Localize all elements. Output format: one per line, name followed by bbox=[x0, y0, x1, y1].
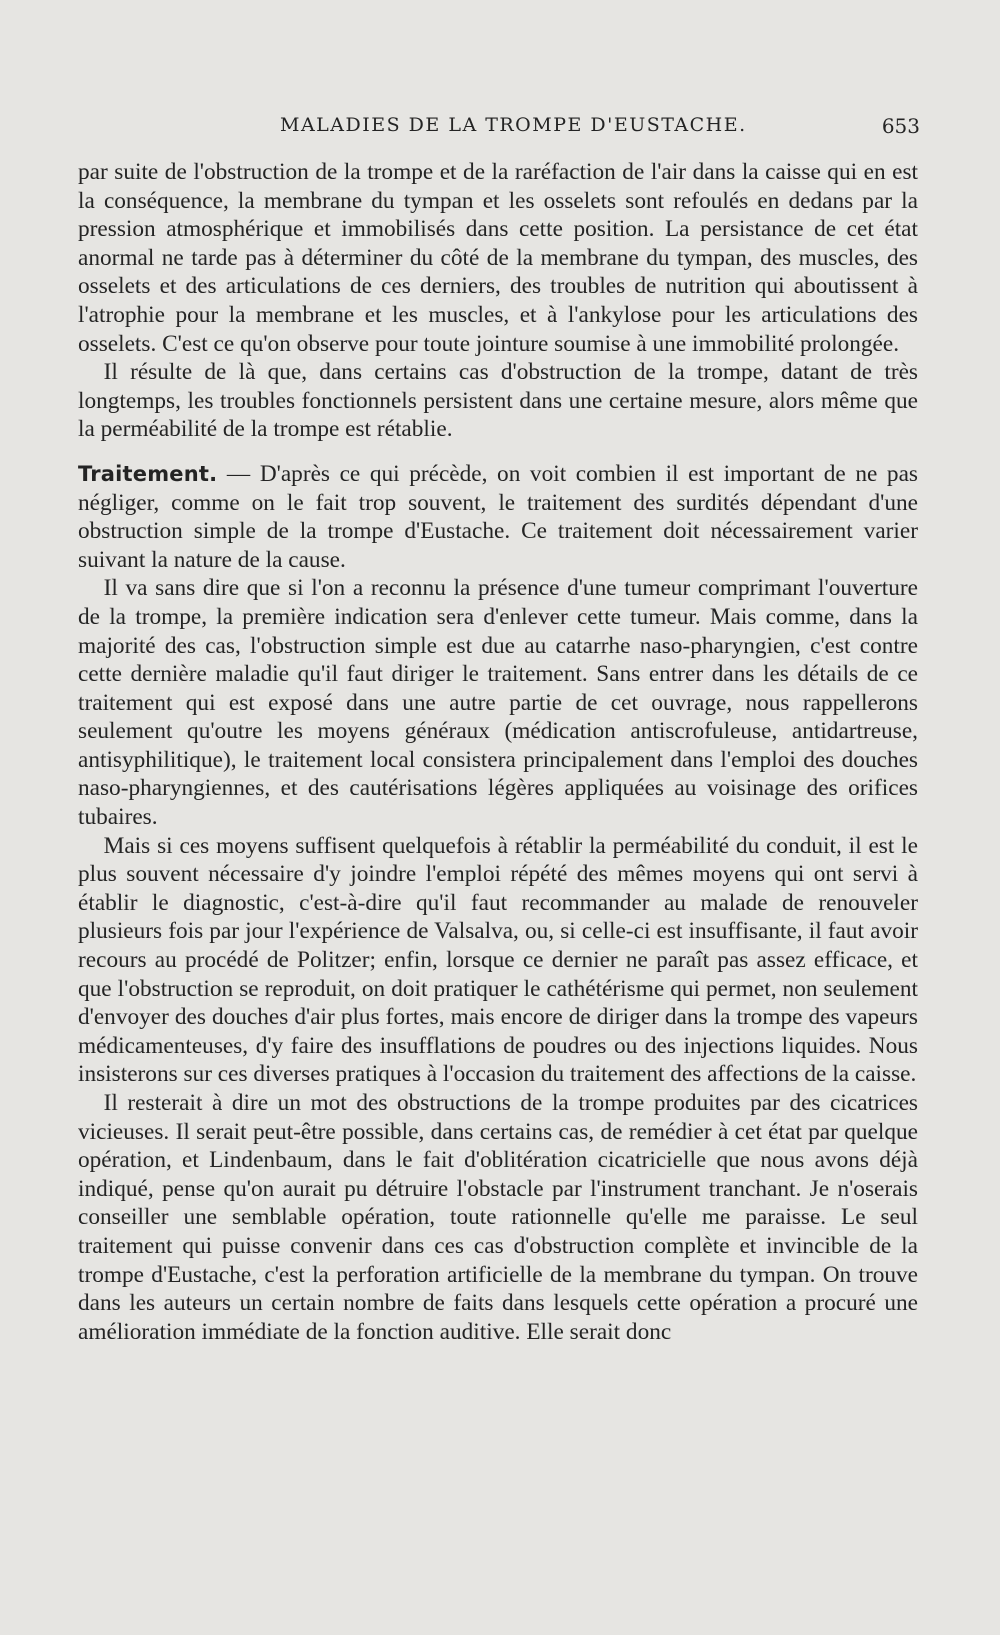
paragraph: Il va sans dire que si l'on a reconnu la présence d'une tumeur comprimant l'ouverture de la trompe, la première indication sera d'enlever cette tumeur. Mais comme, dans la majorité des cas, l'obstruction simple est due au catarrhe naso-pharyngien, c'est contre cette dernière maladie qu'il faut diriger le traitement. Sans entrer dans les détails de ce traitement qui est exposé dans une autre partie de cet ouvrage, nous rappellerons seulement qu'outre les moyens généraux (médication antiscrofuleuse, antidartreuse, antisyphilitique), le traitement local consistera principalement dans l'emploi des douches naso-pharyngiennes, et des cautérisations légères appliquées au voisinage des orifices tubaires. bbox=[78, 575, 918, 831]
page-body bbox=[78, 158, 918, 1346]
paragraph: Il résulte de là que, dans certains cas d'obstruction de la trompe, datant de très longtemps, les troubles fonctionnels persistent dans une certaine mesure, alors même que la perméabilité de la trompe est rétablie. bbox=[78, 359, 918, 443]
paragraph-continuation: par suite de l'obstruction de la trompe et de la raréfaction de l'air dans la caisse qui en est la conséquence, la membrane du tympan et les osselets sont refoulés en dedans par la pression atmosphérique et immobilisés dans cette position. La persistance de cet état anormal ne tarde pas à déterminer du côté de la membrane du tympan, des muscles, des osselets et des articulations de ces derniers, des troubles de nutrition qui aboutissent à l'atrophie pour la membrane et les muscles, et à l'ankylose pour les articulations des osselets. C'est ce qu'on observe pour toute jointure soumise à une immobilité prolongée. bbox=[78, 159, 918, 357]
section-traitement bbox=[78, 460, 918, 574]
paragraph: Il resterait à dire un mot des obstructions de la trompe produites par des cicatrices vicieuses. Il serait peut-être possible, dans certains cas, de remédier à cet état par quelque opération, et Lindenbaum, dans le fait d'oblitération cicatricielle que nous avons déjà indiqué, pense qu'on aurait pu détruire l'obstacle par l'instrument tranchant. Je n'oserais conseiller une semblable opération, toute rationnelle qu'elle me paraisse. Le seul traitement qui puisse convenir dans ces cas d'obstruction complète et invincible de la trompe d'Eustache, c'est la perforation artificielle de la membrane du tympan. On trouve dans les auteurs un certain nombre de faits dans lesquels cette opération a procuré une amélioration immédiate de la fonction auditive. Elle serait donc bbox=[78, 1090, 918, 1345]
heading-dash: — bbox=[217, 460, 260, 487]
section-heading: Traitement. bbox=[78, 461, 218, 486]
section-first-text: D'après ce qui précède, on voit combien il est important de ne pas négliger, comme on le fait trop souvent, le traitement des surdités dépendant d'une obstruction simple de la trompe d'Eustache. Ce traitement doit nécessairement varier suivant la nature de la cause. bbox=[78, 460, 918, 573]
paragraph: Mais si ces moyens suffisent quelquefois à rétablir la perméabilité du conduit, il est le plus souvent nécessaire d'y joindre l'emploi répété des mêmes moyens qui ont servi à établir le diagnostic, c'est-à-dire qu'il faut recommander au malade de renouveler plusieurs fois par jour l'expérience de Valsalva, ou, si celle-ci est insuffisante, il faut avoir recours au procédé de Politzer; enfin, lorsque ce dernier ne paraît pas assez efficace, et que l'obstruction se reproduit, on doit pratiquer le cathétérisme qui permet, non seulement d'envoyer des douches d'air plus fortes, mais encore de diriger dans la trompe des vapeurs médicamenteuses, d'y faire des insufflations de poudres ou des injections liquides. Nous insisterons sur ces diverses pratiques à l'occasion du traitement des affections de la caisse. bbox=[78, 832, 918, 1088]
page-number: 653 bbox=[881, 114, 920, 138]
page-header bbox=[80, 114, 920, 148]
running-title: MALADIES DE LA TROMPE D'EUSTACHE. bbox=[280, 114, 747, 136]
